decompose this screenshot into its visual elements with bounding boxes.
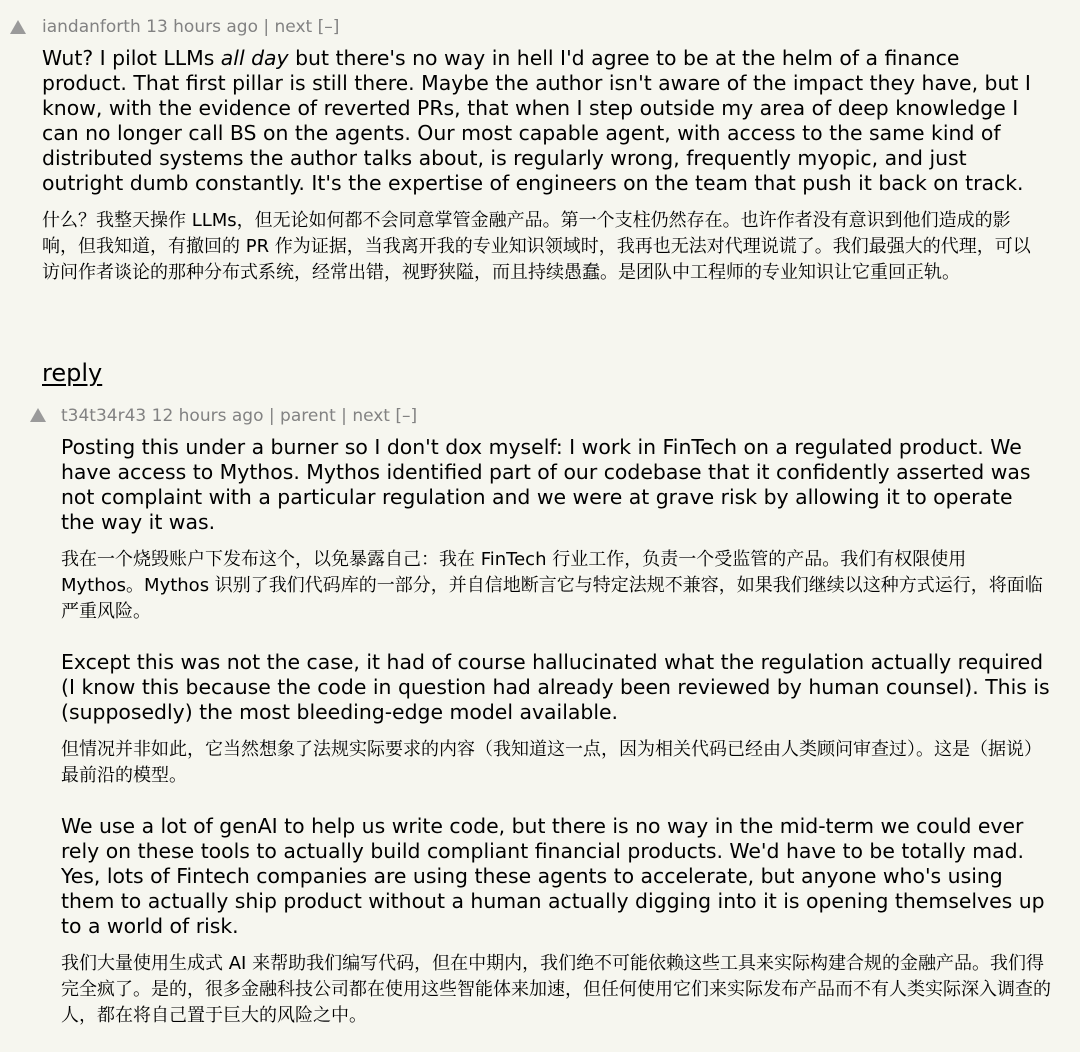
comment-age[interactable]: 13 hours ago: [146, 17, 258, 37]
next-link[interactable]: next: [352, 406, 390, 426]
separator: |: [341, 406, 347, 426]
comment-chinese-translation: 什么？我整天操作 LLMs，但无论如何都不会同意掌管金融产品。第一个支柱仍然存在。也许作者没有意识到他们造成的影响，但我知道，有撤回的 PR 作为证据，当我离开我的专业知识领域时，我再也无法对代理说谎了。我们最强大的代理，可以访问作者谈论的那种分布式系统，经常出错，视野狭隘，而且持续愚蠢。是团队中工程师的专业知识让它重回正轨。: [42, 210, 1031, 283]
comment-meta: [61, 406, 417, 426]
emphasis: all day: [220, 46, 289, 70]
username-link[interactable]: t34t34r43: [61, 406, 147, 426]
upvote-arrow-icon[interactable]: [30, 408, 46, 422]
comment-chinese-translation: 我们大量使用生成式 AI 来帮助我们编写代码，但在中期内，我们绝不可能依赖这些工具来实际构建合规的金融产品。我们得完全疯了。是的，很多金融科技公司都在使用这些智能体来加速，但任何使用它们来实际发布产品而不有人类实际深入调查的人，都在将自己置于巨大的风险之中。: [61, 953, 1051, 1026]
username-link[interactable]: iandanforth: [42, 17, 141, 37]
comment-english: Except this was not the case, it had of course hallucinated what the regulation actually required (I know this because the code in question had already been reviewed by human counsel). This is (supposedly) the most bleeding-edge model available.: [61, 650, 1050, 724]
separator: |: [268, 406, 275, 426]
comment-chinese-translation: 我在一个烧毁账户下发布这个，以免暴露自己：我在 FinTech 行业工作，负责一个受监管的产品。我们有权限使用 Mythos。Mythos 识别了我们代码库的一部分，并自信地断言它与特定法规不兼容，如果我们继续以这种方式运行，将面临严重风险。: [61, 549, 1043, 622]
comment-english: We use a lot of genAI to help us write code, but there is no way in the mid-term we could ever rely on these tools to actually build compliant financial products. We'd have to be totally mad. Yes, lots of Fintech companies are using these agents to accelerate, but anyone who's using them to actually ship product without a human actually digging into it is opening themselves up to a world of risk.: [61, 814, 1045, 938]
comment-english: Posting this under a burner so I don't dox myself: I work in FinTech on a regulated product. We have access to Mythos. Mythos identified part of our codebase that it confidently asserted was not complaint with a particular regulation and we were at grave risk by allowing it to operate the way it was.: [61, 435, 1031, 534]
collapse-toggle[interactable]: [–]: [395, 406, 418, 426]
comment-meta: [42, 17, 339, 37]
upvote-arrow-icon[interactable]: [10, 20, 26, 34]
parent-link[interactable]: parent: [280, 406, 336, 426]
comment-chinese-translation: 但情况并非如此，它当然想象了法规实际要求的内容（我知道这一点，因为相关代码已经由人类顾问审查过）。这是（据说）最前沿的模型。: [61, 739, 1042, 786]
reply-link[interactable]: reply: [42, 359, 103, 387]
comment-text: [42, 46, 1042, 286]
comment-age[interactable]: 12 hours ago: [151, 406, 264, 426]
separator: |: [263, 17, 270, 37]
comment-english: Wut? I pilot LLMs all day but there's no way in hell I'd agree to be at the helm of a finance product. That first pillar is still there. Maybe the author isn't aware of the impact they have, but I know, with the evidence of reverted PRs, that when I step outside my area of deep knowledge I can no longer call BS on the agents. Our most capable agent, with access to the same kind of distributed systems the author talks about, is regularly wrong, frequently myopic, and just outright dumb constantly. It's the expertise of engineers on the team that push it back on track.: [42, 46, 1031, 195]
next-link[interactable]: next: [274, 17, 313, 37]
collapse-toggle[interactable]: [–]: [317, 17, 340, 37]
comment-text: [61, 435, 1051, 1029]
